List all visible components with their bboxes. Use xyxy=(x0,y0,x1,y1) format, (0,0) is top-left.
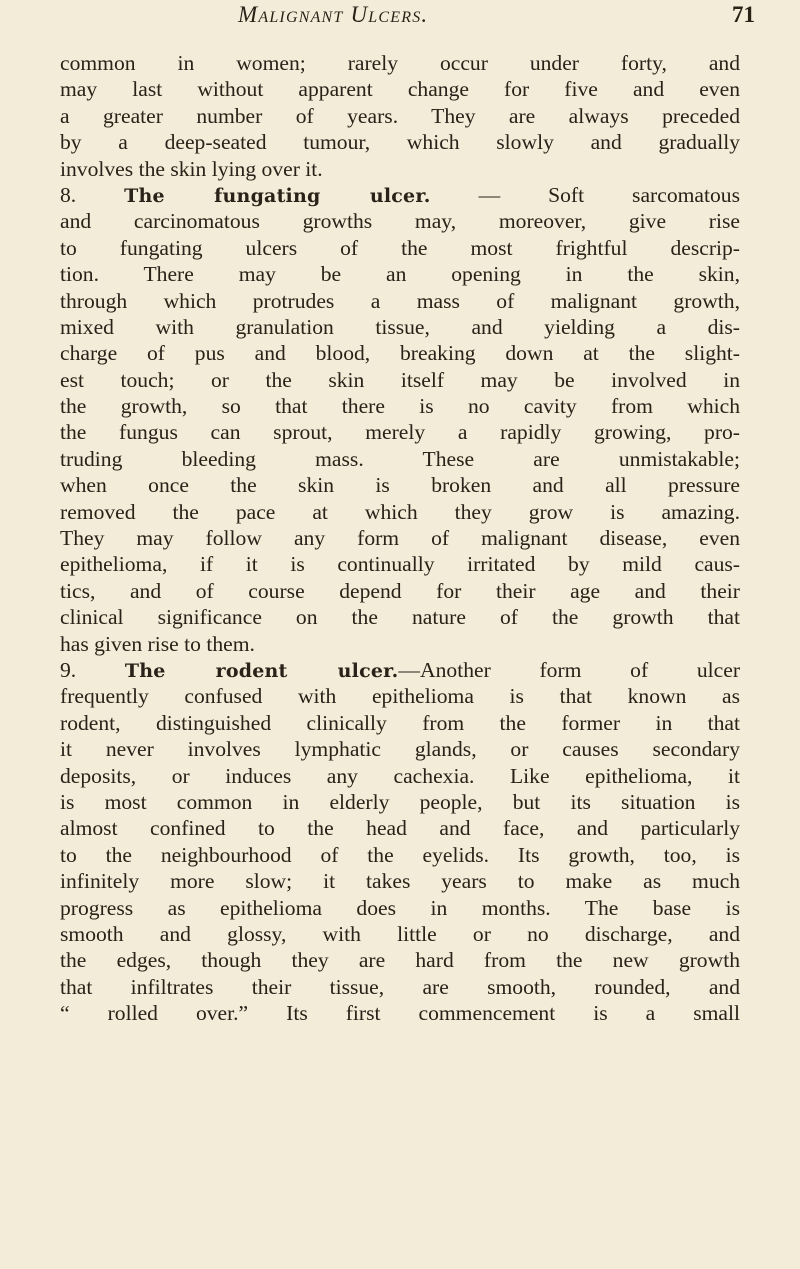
text-line: has given rise to them. xyxy=(60,631,255,656)
text-line: They may follow any form of malignant disease, even xyxy=(60,526,740,551)
line-text: —Another form of ulcer xyxy=(398,657,740,682)
section-heading: The rodent ulcer. xyxy=(124,659,399,682)
text-line: progress as epithelioma does in months. The base is xyxy=(60,895,740,920)
text-line: removed the pace at which they grow is amazing. xyxy=(60,499,740,524)
section-number: 9. xyxy=(60,657,125,682)
text-line: through which protrudes a mass of malignant growth, xyxy=(60,288,740,313)
running-title: Malignant Ulcers. xyxy=(238,2,429,27)
text-line: and carcinomatous growths may, moreover, give rise xyxy=(60,209,740,234)
text-line: rodent, distinguished clinically from the former in that xyxy=(60,710,740,735)
text-line: truding bleeding mass. These are unmistakable; xyxy=(60,446,740,471)
text-line: to the neighbourhood of the eyelids. Its growth, too, is xyxy=(60,842,740,867)
text-line: the growth, so that there is no cavity from which xyxy=(60,394,740,419)
text-line: involves the skin lying over it. xyxy=(60,156,323,181)
page-number: 71 xyxy=(732,2,755,27)
text-line: mixed with granulation tissue, and yielding a dis- xyxy=(60,314,740,339)
text-line: to fungating ulcers of the most frightful descrip- xyxy=(60,235,740,260)
text-line: common in women; rarely occur under forty, and xyxy=(60,51,740,75)
text-line: may last without apparent change for five and even xyxy=(60,77,740,102)
text-line: a greater number of years. They are always preceded xyxy=(60,103,740,128)
section-number: 8. xyxy=(60,182,125,207)
body-text xyxy=(60,50,740,1026)
text-line: when once the skin is broken and all pressure xyxy=(60,473,740,498)
text-line: clinical significance on the nature of the growth that xyxy=(60,605,740,630)
text-line: smooth and glossy, with little or no discharge, and xyxy=(60,921,740,946)
text-line: tion. There may be an opening in the skin, xyxy=(60,262,740,287)
text-line: frequently confused with epithelioma is that known as xyxy=(60,684,740,709)
text-line: infinitely more slow; it takes years to make as much xyxy=(60,869,740,894)
text-line: it never involves lymphatic glands, or causes secondary xyxy=(60,737,740,762)
text-line: deposits, or induces any cachexia. Like epithelioma, it xyxy=(60,763,740,788)
text-line: that infiltrates their tissue, are smooth, rounded, and xyxy=(60,974,740,999)
text-line: “ rolled over.” Its first commencement is a small xyxy=(60,1001,740,1026)
text-line: the edges, though they are hard from the new growth xyxy=(60,948,740,973)
line-text: — Soft sarcomatous xyxy=(430,182,740,207)
text-line: charge of pus and blood, breaking down at the slight- xyxy=(60,341,740,366)
text-line: epithelioma, if it is continually irritated by mild caus- xyxy=(60,552,740,577)
text-line: the fungus can sprout, merely a rapidly growing, pro- xyxy=(60,420,740,445)
text-line: is most common in elderly people, but its situation is xyxy=(60,789,740,814)
text-line: by a deep-seated tumour, which slowly and gradually xyxy=(60,130,740,155)
text-line: almost confined to the head and face, and particularly xyxy=(60,816,740,841)
section-heading: The fungating ulcer. xyxy=(124,184,431,207)
text-line: tics, and of course depend for their age and their xyxy=(60,578,740,603)
text-line: est touch; or the skin itself may be involved in xyxy=(60,367,740,392)
text-line xyxy=(60,182,740,208)
running-head xyxy=(0,2,800,28)
text-line xyxy=(60,657,740,683)
